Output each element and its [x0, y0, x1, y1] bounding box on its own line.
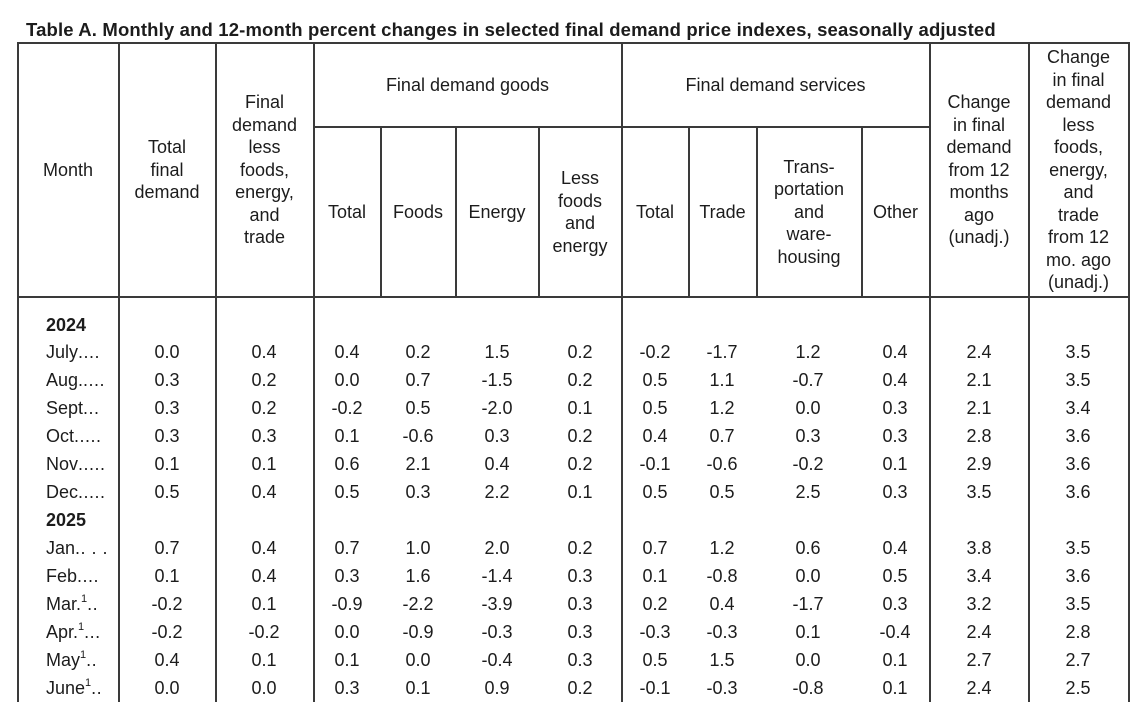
table-cell: 0.4: [334, 341, 360, 362]
table-cell: 3.4: [1065, 397, 1091, 418]
table-cell: 0.2: [567, 537, 593, 558]
table-cell: 0.2: [567, 341, 593, 362]
table-cell: 2.0: [484, 537, 510, 558]
table-cell: 0.1: [251, 593, 277, 614]
table-cell: 0.2: [405, 341, 431, 362]
table-cell: 0.1: [251, 453, 277, 474]
table-cell: 0.7: [642, 537, 668, 558]
leader-dots: .....: [78, 482, 106, 502]
table-cell: 1.5: [484, 341, 510, 362]
table-cell: -2.0: [481, 397, 513, 418]
table-cell: 3.8: [966, 537, 992, 558]
table-cell: 0.4: [642, 425, 668, 446]
table-cell: 0.3: [567, 565, 593, 586]
leader-dots: ....: [78, 342, 101, 362]
header-total-final-demand: Total final demand: [134, 137, 200, 203]
month-name: July: [46, 342, 79, 362]
table-cell: 0.1: [334, 425, 360, 446]
table-cell: 1.1: [709, 369, 735, 390]
table-cell: 0.5: [642, 369, 668, 390]
table-cell: -1.4: [481, 565, 513, 586]
header-goods-energy: Energy: [468, 201, 526, 222]
table-cell: 0.4: [154, 649, 180, 670]
month-name: Dec: [46, 482, 79, 502]
header-services-trade: Trade: [699, 201, 746, 222]
header-goods-total: Total: [327, 201, 367, 222]
table-cell: 3.5: [1065, 537, 1091, 558]
table-cell: -3.9: [481, 593, 513, 614]
table-cell: 0.0: [154, 677, 180, 698]
table-cell: 0.3: [334, 565, 360, 586]
header-goods-foods: Foods: [392, 201, 444, 222]
leader-dots: ..: [87, 594, 99, 614]
table-cell: 0.5: [642, 649, 668, 670]
table-cell: 0.1: [882, 649, 908, 670]
table-cell: -0.3: [481, 621, 513, 642]
footnote-marker: 1: [81, 593, 88, 605]
table-cell: 0.2: [567, 453, 593, 474]
month-name: June: [46, 678, 86, 698]
table-cell: 1.2: [709, 397, 735, 418]
table-cell: 0.0: [251, 677, 277, 698]
table-cell: 2.7: [1065, 649, 1091, 670]
row-month-label: [46, 450, 106, 478]
table-cell: 0.3: [795, 425, 821, 446]
leader-dots: ..: [86, 650, 98, 670]
month-name: Apr.: [46, 622, 79, 642]
table-cell: 2.2: [484, 481, 510, 502]
header-bottom-border: [17, 296, 1130, 298]
table-cell: 2.1: [966, 397, 992, 418]
leader-dots: ....: [83, 370, 106, 390]
header-change-less-12mo: Change in final demand less foods, energy, and trade from 12 mo. ago (unadj.): [1045, 47, 1112, 293]
table-cell: 0.1: [154, 565, 180, 586]
table-cell: 0.1: [405, 677, 431, 698]
table-cell: 0.0: [334, 369, 360, 390]
table-cell: 0.1: [795, 621, 821, 642]
leader-dots: ....: [77, 566, 100, 586]
header-services-group: Final demand services: [685, 74, 866, 95]
row-month-label: [46, 338, 100, 366]
table-cell: 0.6: [795, 537, 821, 558]
table-cell: 0.2: [251, 369, 277, 390]
table-cell: 2.9: [966, 453, 992, 474]
table-cell: 2.7: [966, 649, 992, 670]
table-cell: 2.5: [795, 481, 821, 502]
month-name: Aug.: [46, 370, 84, 390]
table-cell: -0.2: [792, 453, 824, 474]
month-name: May: [46, 650, 81, 670]
table-cell: -1.5: [481, 369, 513, 390]
row-month-label: [46, 366, 105, 394]
table-cell: -0.2: [151, 621, 183, 642]
month-name: Nov: [46, 454, 79, 474]
header-goods-less-foods-energy: Less foods and energy: [552, 168, 608, 256]
leader-dots: .....: [78, 454, 106, 474]
table-cell: -0.8: [706, 565, 738, 586]
table-cell: 0.1: [154, 453, 180, 474]
table-cell: 3.6: [1065, 425, 1091, 446]
table-cell: -0.3: [639, 621, 671, 642]
table-cell: -0.2: [248, 621, 280, 642]
table-cell: 0.3: [251, 425, 277, 446]
table-cell: 0.5: [405, 397, 431, 418]
table-cell: 3.5: [1065, 593, 1091, 614]
table-cell: 0.7: [405, 369, 431, 390]
table-cell: 2.4: [966, 341, 992, 362]
table-cell: 0.2: [251, 397, 277, 418]
row-month-label: [46, 646, 97, 674]
table-cell: 0.3: [334, 677, 360, 698]
table-cell: 0.6: [334, 453, 360, 474]
table-cell: 2.4: [966, 677, 992, 698]
month-name: Sept: [46, 398, 84, 418]
row-month-label: [46, 422, 102, 450]
table-cell: 0.2: [567, 369, 593, 390]
table-cell: 0.5: [154, 481, 180, 502]
table-cell: 3.5: [1065, 341, 1091, 362]
table-cell: 0.3: [882, 425, 908, 446]
table-cell: 0.4: [251, 565, 277, 586]
table-cell: 0.9: [484, 677, 510, 698]
table-cell: 0.3: [567, 593, 593, 614]
table-cell: 0.1: [251, 649, 277, 670]
table-cell: -0.2: [639, 341, 671, 362]
table-cell: 0.3: [154, 425, 180, 446]
table-cell: -0.1: [639, 677, 671, 698]
table-cell: 0.3: [882, 397, 908, 418]
table-cell: -0.3: [706, 677, 738, 698]
header-month: Month: [42, 159, 94, 180]
table-cell: 0.4: [882, 369, 908, 390]
footnote-marker: 1: [80, 649, 87, 661]
table-cell: -0.2: [151, 593, 183, 614]
table-title: Table A. Monthly and 12-month percent changes in selected final demand price indexes, seasonally adjusted: [26, 19, 996, 40]
col-border: [1128, 42, 1130, 702]
table-cell: 0.5: [882, 565, 908, 586]
row-month-label: [46, 394, 100, 422]
table-cell: 0.3: [567, 649, 593, 670]
leader-dots: .. . .: [75, 538, 109, 558]
table-cell: 3.2: [966, 593, 992, 614]
table-cell: 2.8: [1065, 621, 1091, 642]
table-cell: 0.0: [154, 341, 180, 362]
header-services-other: Other: [872, 201, 919, 222]
month-name: Feb: [46, 566, 78, 586]
table-cell: 0.4: [484, 453, 510, 474]
table-cell: 0.3: [567, 621, 593, 642]
table-cell: 2.1: [405, 453, 431, 474]
table-cell: 0.0: [795, 397, 821, 418]
header-change-12mo: Change in final demand from 12 months ago (unadj.): [946, 92, 1012, 248]
table-cell: -0.6: [402, 425, 434, 446]
table-cell: 3.5: [1065, 369, 1091, 390]
table-cell: 0.1: [642, 565, 668, 586]
table-cell: 0.3: [882, 593, 908, 614]
table-cell: -0.7: [792, 369, 824, 390]
table-cell: -1.7: [706, 341, 738, 362]
table-cell: 0.2: [642, 593, 668, 614]
table-cell: 1.5: [709, 649, 735, 670]
footnote-marker: 1: [78, 621, 85, 633]
table-cell: 0.3: [405, 481, 431, 502]
table-cell: 0.7: [334, 537, 360, 558]
table-cell: 0.3: [154, 369, 180, 390]
row-month-label: [46, 562, 99, 590]
leader-dots: ...: [83, 398, 100, 418]
table-cell: 0.1: [882, 677, 908, 698]
table-cell: 1.2: [709, 537, 735, 558]
table-cell: 0.7: [709, 425, 735, 446]
month-name: Mar.: [46, 594, 82, 614]
table-cell: 0.3: [882, 481, 908, 502]
table-cell: 0.5: [709, 481, 735, 502]
table-cell: 0.4: [882, 341, 908, 362]
table-cell: -2.2: [402, 593, 434, 614]
table-cell: 2.8: [966, 425, 992, 446]
table-cell: 0.1: [567, 397, 593, 418]
table-cell: 0.4: [251, 341, 277, 362]
table-cell: 3.6: [1065, 453, 1091, 474]
table-cell: 0.4: [882, 537, 908, 558]
table-cell: 0.2: [567, 425, 593, 446]
table-cell: -0.9: [331, 593, 363, 614]
table-cell: 0.0: [405, 649, 431, 670]
table-cell: 1.0: [405, 537, 431, 558]
row-month-label: [46, 590, 98, 618]
table-cell: -0.3: [706, 621, 738, 642]
month-name: Oct: [46, 426, 75, 446]
year-label-2024: 2024: [46, 315, 87, 335]
row-month-label: [46, 674, 102, 702]
table-cell: 2.5: [1065, 677, 1091, 698]
table-cell: -0.1: [639, 453, 671, 474]
table-cell: -0.9: [402, 621, 434, 642]
table-cell: 0.4: [709, 593, 735, 614]
table-cell: -0.4: [481, 649, 513, 670]
header-fd-less-foods-energy-trade: Final demand less foods, energy, and trade: [231, 92, 298, 248]
table-cell: 0.0: [795, 649, 821, 670]
table-cell: 0.5: [642, 397, 668, 418]
table-cell: 0.1: [334, 649, 360, 670]
table-cell: 0.5: [642, 481, 668, 502]
footnote-marker: 1: [85, 677, 92, 689]
table-cell: -0.4: [879, 621, 911, 642]
table-cell: 3.4: [966, 565, 992, 586]
table-cell: 2.1: [966, 369, 992, 390]
table-cell: 0.2: [567, 677, 593, 698]
table-cell: 3.5: [966, 481, 992, 502]
row-month-label: [46, 478, 106, 506]
table-cell: -1.7: [792, 593, 824, 614]
table-cell: 2.4: [966, 621, 992, 642]
table-cell: 3.6: [1065, 565, 1091, 586]
table-cell: 0.0: [795, 565, 821, 586]
table-cell: -0.8: [792, 677, 824, 698]
table-cell: 0.4: [251, 537, 277, 558]
table-cell: -0.2: [331, 397, 363, 418]
table-cell: 0.0: [334, 621, 360, 642]
year-label-2025: 2025: [46, 510, 87, 530]
leader-dots: ..: [91, 678, 103, 698]
row-month-label: [46, 618, 101, 646]
table-cell: 0.3: [484, 425, 510, 446]
month-name: Jan: [46, 538, 76, 558]
table-cell: 0.5: [334, 481, 360, 502]
row-month-label: [46, 534, 108, 562]
table-cell: 1.6: [405, 565, 431, 586]
table-cell: 0.4: [251, 481, 277, 502]
header-services-transportation: Trans- portation and ware- housing: [773, 156, 845, 267]
table-cell: 0.1: [567, 481, 593, 502]
table-cell: 0.7: [154, 537, 180, 558]
table-cell: -0.6: [706, 453, 738, 474]
header-goods-group: Final demand goods: [385, 74, 550, 95]
table-cell: 3.6: [1065, 481, 1091, 502]
leader-dots: ...: [84, 622, 101, 642]
table-cell: 0.3: [154, 397, 180, 418]
leader-dots: .....: [74, 426, 102, 446]
table-cell: 0.1: [882, 453, 908, 474]
header-services-total: Total: [635, 201, 675, 222]
table-cell: 1.2: [795, 341, 821, 362]
